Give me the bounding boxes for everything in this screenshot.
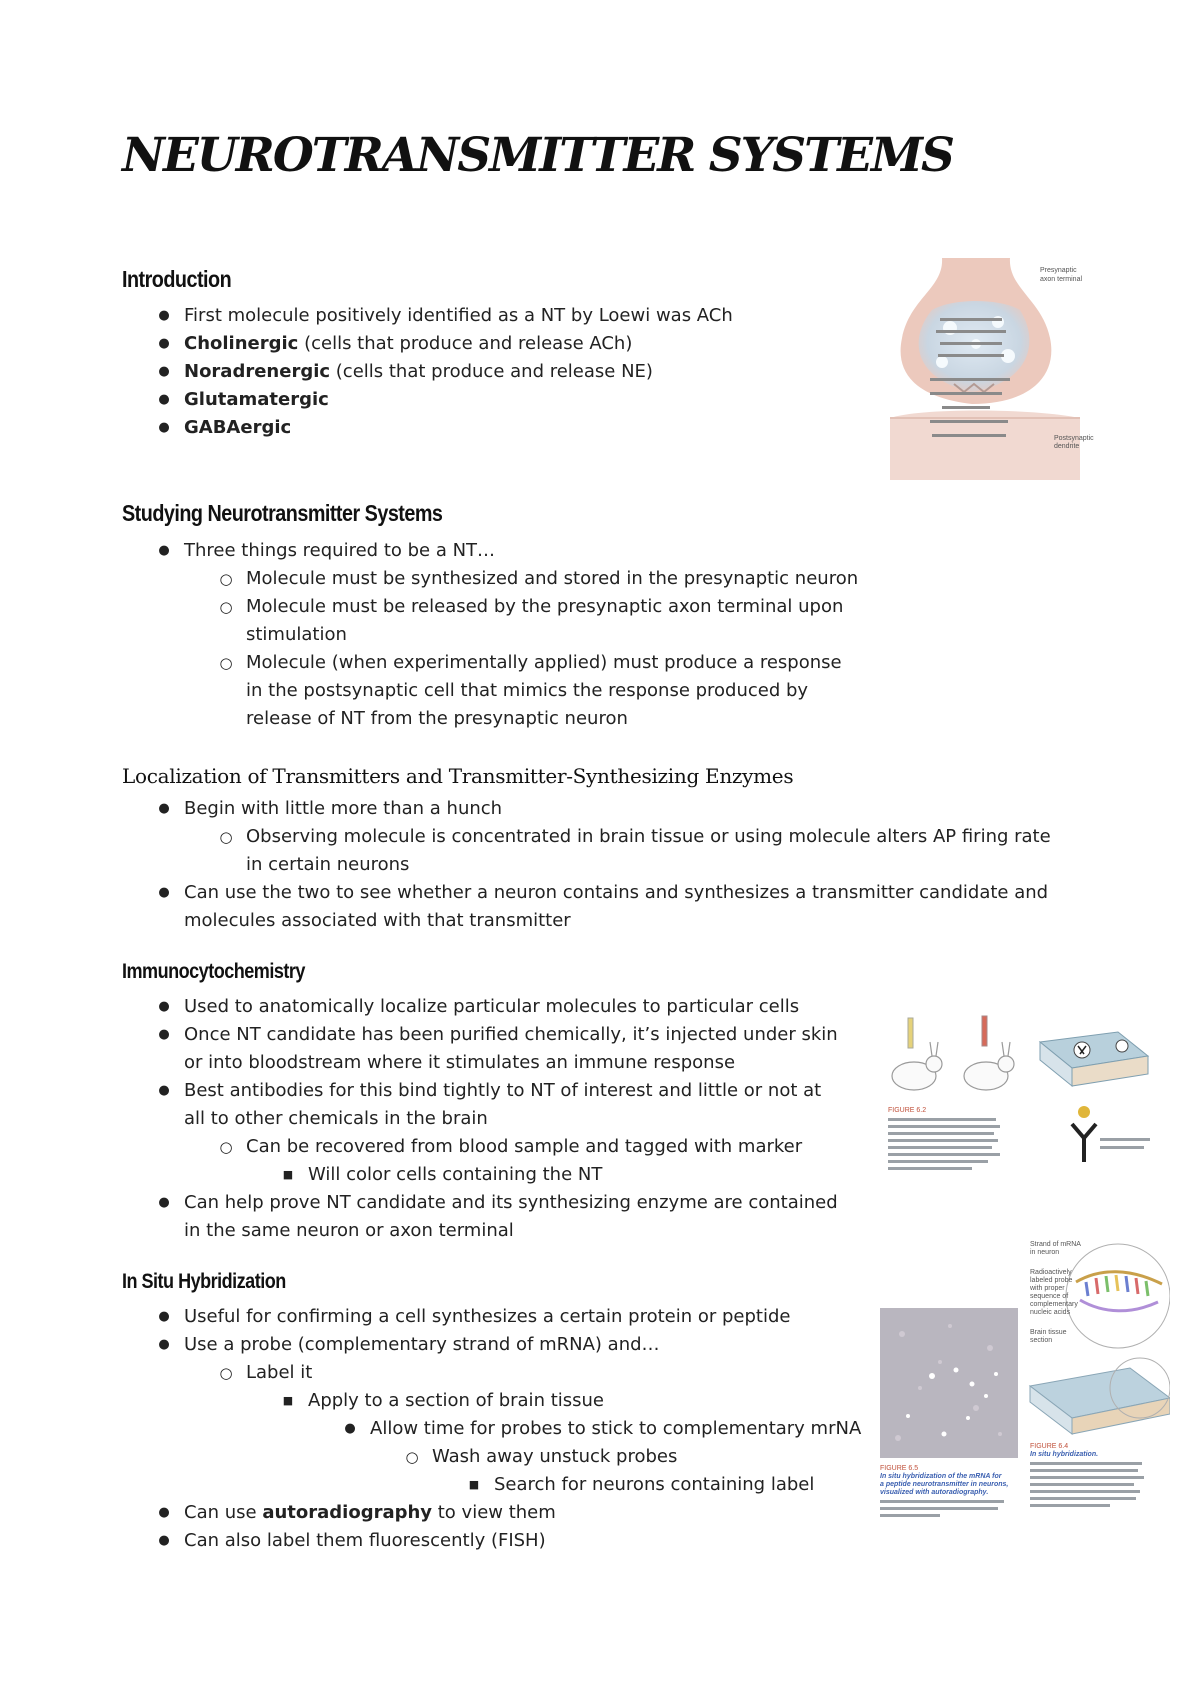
list-item-continuation: stimulation [246, 624, 347, 645]
list-item: ● Best antibodies for this bind tightly to NT of interest and little or not at [122, 1077, 838, 1105]
bullet-icon [156, 302, 172, 330]
section-heading-studying: Studying Neurotransmitter Systems [122, 500, 443, 526]
list-item: ■ Search for neurons containing label [122, 1471, 861, 1499]
bullet-icon [156, 358, 172, 386]
section-heading-immunocytochemistry: Immunocytochemistry [122, 960, 305, 983]
list-item: ● First molecule positively identified as a NT by Loewi was ACh [122, 302, 733, 330]
circle-bullet-icon [218, 823, 234, 853]
list-item: ● Can use autoradiography to view them [122, 1499, 861, 1527]
figure-6-5-line-2: a peptide neurotransmitter in neurons, [880, 1481, 1009, 1488]
bullet-icon [156, 414, 172, 442]
figure-6-5-title: FIGURE 6.5 [880, 1465, 919, 1472]
bullet-icon [156, 993, 172, 1021]
list-item-continuation: in certain neurons [246, 854, 410, 875]
immuno-figure-title: FIGURE 6.2 [888, 1107, 927, 1114]
synapse-label-presynaptic: Presynaptic [1040, 267, 1077, 274]
list-item: ● Glutamatergic [122, 386, 733, 414]
bullet-icon [156, 537, 172, 565]
list-item: ● Use a probe (complementary strand of mRNA) and… [122, 1331, 861, 1359]
list-item-continuation: release of NT from the presynaptic neuron [246, 708, 628, 729]
bullet-icon [156, 1499, 172, 1527]
list-item: ● Can use the two to see whether a neuron contains and synthesizes a transmitter candidate and [122, 879, 1051, 907]
circle-bullet-icon [404, 1443, 420, 1473]
bullet-icon [156, 330, 172, 358]
bullet-icon [342, 1415, 358, 1443]
insitu-label-complementary: complementary [1030, 1301, 1078, 1308]
list-item: ● Three things required to be a NT… [122, 537, 858, 565]
square-bullet-icon [280, 1387, 296, 1415]
figure-6-4-title: FIGURE 6.4 [1030, 1443, 1069, 1450]
list-item: ○ Molecule (when experimentally applied) must produce a response [122, 649, 858, 677]
bullet-icon [156, 1303, 172, 1331]
bullet-icon [156, 1527, 172, 1555]
list-item: ■ Will color cells containing the NT [122, 1161, 838, 1189]
list-item: ○ Molecule must be synthesized and stored in the presynaptic neuron [122, 565, 858, 593]
section-heading-introduction: Introduction [122, 266, 232, 292]
immuno-list [122, 993, 838, 1245]
section-heading-in-situ: In Situ Hybridization [122, 1270, 286, 1293]
insitu-label-brain-tissue: Brain tissue [1030, 1329, 1067, 1336]
bullet-icon [156, 879, 172, 907]
list-item: ● GABAergic [122, 414, 733, 442]
list-item: ● Allow time for probes to stick to complementary mrNA [122, 1415, 861, 1443]
list-item: ● Can help prove NT candidate and its synthesizing enzyme are contained [122, 1189, 838, 1217]
insitu-label-radioactively: Radioactively [1030, 1269, 1072, 1276]
section-heading-localization: Localization of Transmitters and Transmitter-Synthesizing Enzymes [122, 764, 794, 788]
list-item: ● Used to anatomically localize particular molecules to particular cells [122, 993, 838, 1021]
synapse-figure [880, 258, 1100, 480]
insitu-label-nucleic: nucleic acids [1030, 1309, 1071, 1316]
insitu-label-probe: labeled probe [1030, 1277, 1073, 1284]
bullet-icon [156, 386, 172, 414]
bullet-icon [156, 1021, 172, 1049]
insitu-label-proper: with proper [1030, 1285, 1065, 1292]
list-item: ● Begin with little more than a hunch [122, 795, 1051, 823]
square-bullet-icon [280, 1161, 296, 1189]
synapse-label-dendrite: dendrite [1054, 443, 1080, 450]
list-item: ● Useful for confirming a cell synthesizes a certain protein or peptide [122, 1303, 861, 1331]
synapse-label-postsynaptic: Postsynaptic [1054, 435, 1094, 442]
list-item-continuation: in the same neuron or axon terminal [184, 1220, 514, 1241]
insitu-figure [880, 1238, 1170, 1522]
list-item-continuation: or into bloodstream where it stimulates an immune response [184, 1052, 736, 1073]
circle-bullet-icon [218, 565, 234, 595]
list-item-continuation: in the postsynaptic cell that mimics the response produced by [246, 680, 809, 701]
bullet-icon [156, 1189, 172, 1217]
list-item-continuation: all to other chemicals in the brain [184, 1108, 488, 1129]
insitu-label-section: section [1030, 1337, 1053, 1344]
circle-bullet-icon [218, 1359, 234, 1389]
immuno-figure [886, 1012, 1156, 1188]
localization-list [122, 795, 1051, 935]
list-item: ○ Label it [122, 1359, 861, 1387]
list-item: ■ Apply to a section of brain tissue [122, 1387, 861, 1415]
list-item: ○ Can be recovered from blood sample and tagged with marker [122, 1133, 838, 1161]
figure-6-5-line-1: In situ hybridization of the mRNA for [880, 1473, 1002, 1480]
list-item: ○ Observing molecule is concentrated in brain tissue or using molecule alters AP firing rate [122, 823, 1051, 851]
circle-bullet-icon [218, 1133, 234, 1163]
synapse-label-axon-terminal: axon terminal [1040, 276, 1083, 283]
circle-bullet-icon [218, 649, 234, 679]
insitu-label-strand: Strand of mRNA [1030, 1241, 1081, 1248]
insitu-label-in-neuron: in neuron [1030, 1249, 1060, 1256]
insitu-label-sequence: sequence of [1030, 1293, 1069, 1300]
circle-bullet-icon [218, 593, 234, 623]
figure-6-5-line-3: visualized with autoradiography. [880, 1489, 989, 1496]
list-item: ○ Molecule must be released by the presynaptic axon terminal upon [122, 593, 858, 621]
bullet-icon [156, 1331, 172, 1359]
intro-list [122, 302, 733, 442]
square-bullet-icon [466, 1471, 482, 1499]
list-item: ● Once NT candidate has been purified chemically, it’s injected under skin [122, 1021, 838, 1049]
bullet-icon [156, 1077, 172, 1105]
list-item: ○ Wash away unstuck probes [122, 1443, 861, 1471]
insitu-list [122, 1303, 861, 1555]
page-title: NEUROTRANSMITTER SYSTEMS [122, 128, 953, 183]
list-item: ● Can also label them fluorescently (FISH) [122, 1527, 861, 1555]
studying-list [122, 537, 858, 733]
figure-6-4-subtitle: In situ hybridization. [1030, 1451, 1099, 1458]
list-item: ● Noradrenergic (cells that produce and release NE) [122, 358, 733, 386]
list-item-continuation: molecules associated with that transmitter [184, 910, 571, 931]
list-item: ● Cholinergic (cells that produce and release ACh) [122, 330, 733, 358]
bullet-icon [156, 795, 172, 823]
